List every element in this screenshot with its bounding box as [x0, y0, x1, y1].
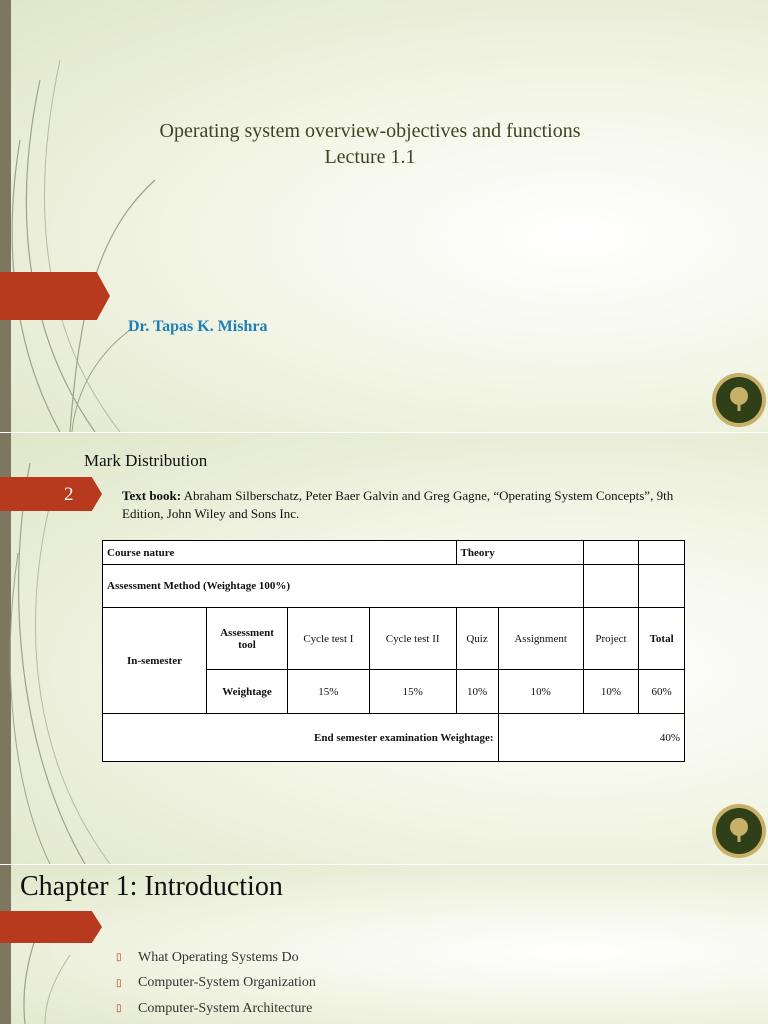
- course-nature-value: Theory: [456, 541, 583, 565]
- arrow-tab: [0, 911, 102, 943]
- title-line-1: Operating system overview-objectives and functions: [159, 120, 581, 142]
- slide-number: 2: [64, 484, 74, 505]
- table-cell: 60%: [639, 670, 685, 714]
- table-row: [103, 714, 685, 762]
- bullet-list: [116, 945, 316, 1022]
- table-row: [103, 608, 685, 670]
- list-item: [116, 945, 316, 971]
- table-cell: 15%: [288, 670, 370, 714]
- table-cell-empty: [639, 541, 685, 565]
- list-item-label: What Operating Systems Do: [138, 949, 299, 965]
- slide-2: [0, 433, 768, 864]
- column-header: Total: [639, 608, 685, 670]
- end-semester-value: 40%: [498, 714, 684, 762]
- slide-1: [0, 0, 768, 432]
- table-cell: 10%: [498, 670, 583, 714]
- table-cell: 15%: [369, 670, 456, 714]
- list-item-label: Computer-System Organization: [138, 975, 316, 991]
- slide-title: [0, 118, 740, 170]
- bullet-icon: ▯: [116, 1003, 122, 1015]
- list-item: [116, 971, 316, 997]
- textbook-reference: [122, 487, 682, 523]
- assessment-method: Assessment Method (Weightage 100%): [103, 565, 584, 608]
- course-nature-label: Course nature: [103, 541, 457, 565]
- table-cell: 10%: [583, 670, 639, 714]
- weightage-label: Weightage: [207, 670, 288, 714]
- column-header: Project: [583, 608, 639, 670]
- column-header: Assignment: [498, 608, 583, 670]
- mark-distribution-table: [102, 540, 685, 762]
- author-name: Dr. Tapas K. Mishra: [128, 318, 268, 335]
- end-semester-label: End semester examination Weightage:: [103, 714, 499, 762]
- table-cell-empty: [583, 541, 639, 565]
- in-semester-label: In-semester: [103, 608, 207, 714]
- column-header: Quiz: [456, 608, 498, 670]
- table-cell: 10%: [456, 670, 498, 714]
- column-header: Cycle test I: [288, 608, 370, 670]
- decorative-curves: [0, 0, 160, 432]
- textbook-text: Abraham Silberschatz, Peter Baer Galvin and Greg Gagne, “Operating System Concepts”, 9th Edition, John Wiley and Sons Inc.: [122, 488, 674, 521]
- list-item-label: Computer-System Architecture: [138, 1000, 313, 1016]
- table-row: [103, 541, 685, 565]
- table-cell-empty: [639, 565, 685, 608]
- title-line-2: Lecture 1.1: [324, 146, 416, 168]
- table-row: [103, 565, 685, 608]
- bullet-icon: ▯: [116, 952, 122, 964]
- table-cell-empty: [583, 565, 639, 608]
- university-seal-icon: [712, 373, 766, 427]
- slide-3: [0, 865, 768, 1024]
- assessment-tool-label: Assessment tool: [207, 608, 288, 670]
- textbook-label: Text book:: [122, 488, 182, 503]
- arrow-tab: [0, 272, 110, 320]
- slide-number-tab: [0, 477, 102, 511]
- bullet-icon: ▯: [116, 977, 122, 989]
- university-seal-icon: [712, 804, 766, 858]
- section-heading: Mark Distribution: [84, 451, 208, 470]
- chapter-heading: Chapter 1: Introduction: [20, 871, 283, 902]
- column-header: Cycle test II: [369, 608, 456, 670]
- list-item: [116, 996, 316, 1022]
